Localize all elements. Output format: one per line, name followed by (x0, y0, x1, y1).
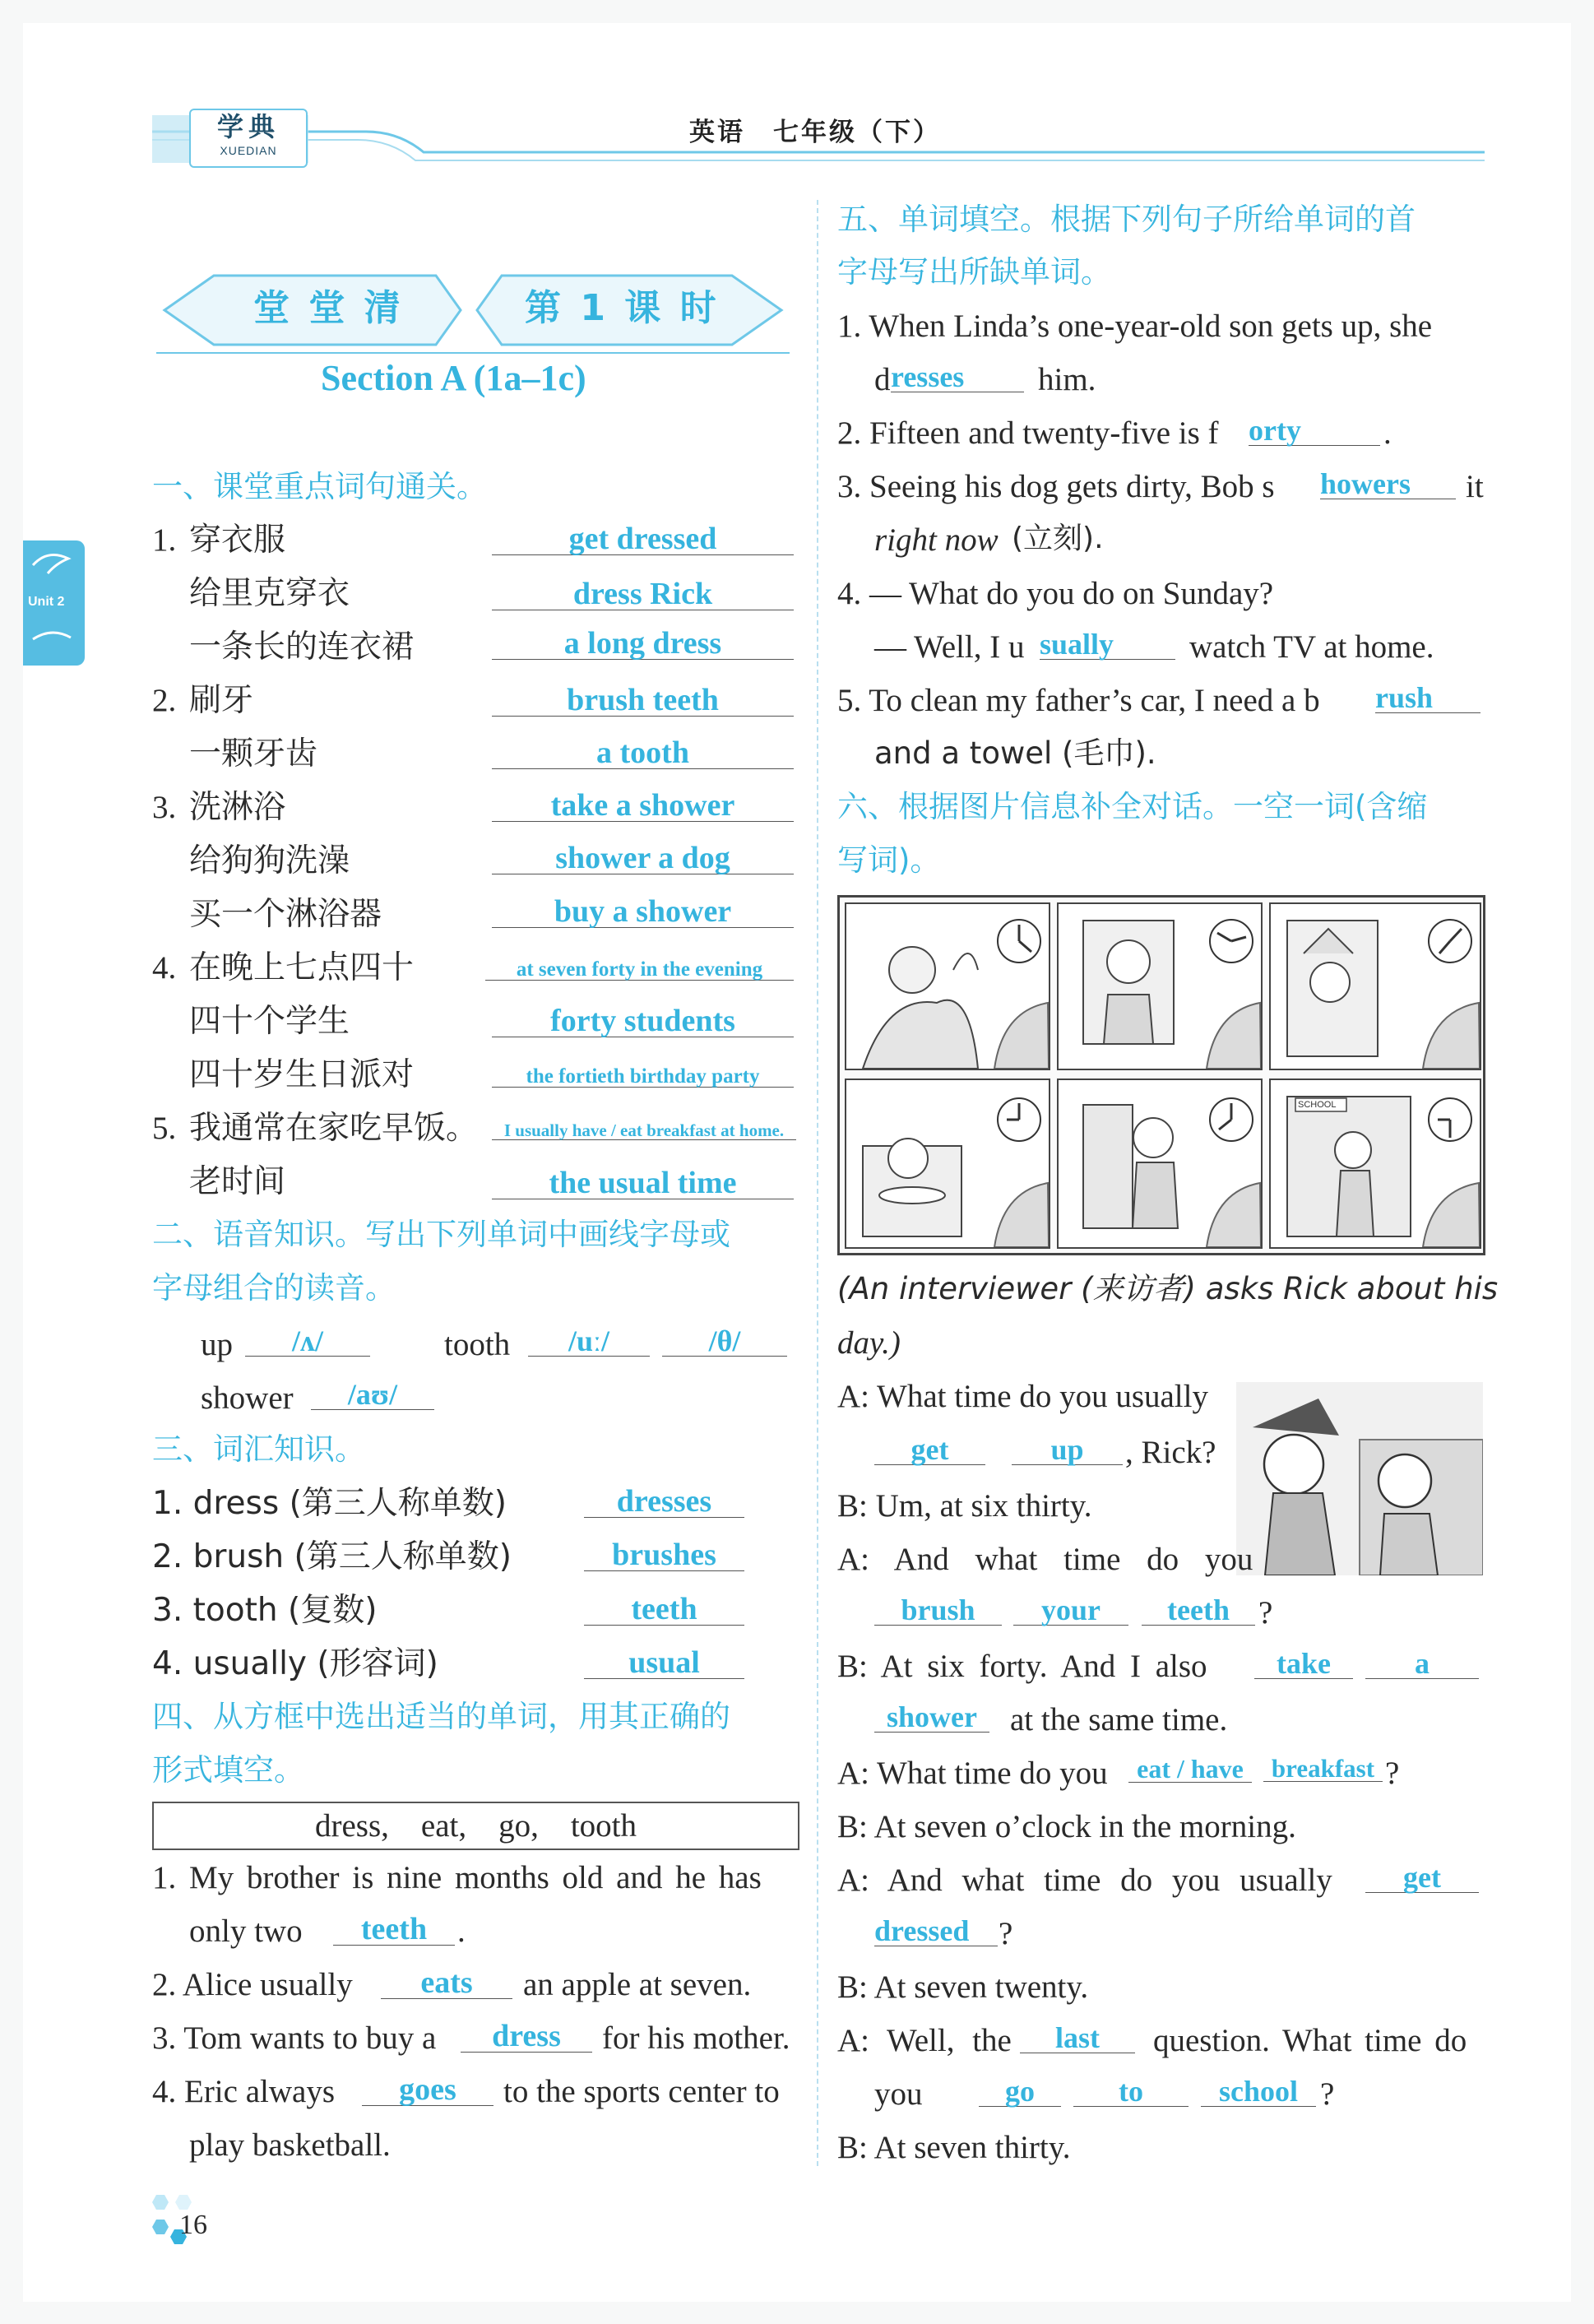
s1-cn: 刷牙 (189, 682, 254, 719)
d8-line: B: At seven twenty. (837, 1969, 1089, 2005)
s1-cn: 一条长的连衣裙 (189, 629, 415, 666)
s4-answer-4: goes (362, 2074, 493, 2106)
s1-answer: the usual time (492, 1167, 794, 1199)
word-box (152, 1802, 799, 1850)
s1-cn: 四十个学生 (189, 1003, 350, 1040)
page-number: 16 (179, 2210, 207, 2240)
s1-cn: 老时间 (189, 1163, 286, 1200)
s3-answer: teeth (584, 1593, 744, 1626)
comic-strip (837, 895, 1485, 1255)
wake-up-illustration (846, 904, 1049, 1069)
d9-you: you (874, 2076, 923, 2112)
banner-title: 堂 堂 清 (253, 287, 404, 329)
d4-line: B: At six forty. And I also (837, 1649, 1207, 1684)
s1-answer: take a shower (492, 790, 794, 822)
s1-cn: 四十岁生日派对 (189, 1056, 415, 1093)
d5-end: ? (1385, 1756, 1400, 1791)
unit-tab-label: Unit 2 (28, 595, 65, 609)
wing-icon (23, 540, 85, 666)
unit-tab (23, 540, 85, 666)
comic-panel-breakfast (845, 1079, 1050, 1249)
s4-answer-1: teeth (333, 1913, 455, 1946)
s1-num: 4. (152, 950, 177, 986)
s5-q4-line1: 4. — What do you do on Sunday? (837, 576, 1274, 611)
s6-heading: 六、根据图片信息补全对话。一空一词(含缩 (837, 789, 1428, 824)
s1-answer: I usually have / eat breakfast at home. (492, 1122, 796, 1140)
s1-num: 5. (152, 1111, 177, 1146)
s2-word-tooth: tooth (444, 1327, 511, 1362)
s4-q2-end: an apple at seven. (523, 1967, 752, 2002)
header-subject: 英语 七年级（下） (689, 118, 941, 147)
section-title: Section A (1a–1c) (321, 358, 586, 398)
d7-answer-dressed: dressed (874, 1916, 998, 1946)
brush-teeth-illustration (1059, 904, 1261, 1069)
s1-cn: 在晚上七点四十 (189, 949, 415, 986)
s1-answer: brush teeth (492, 684, 794, 717)
s1-cn: 买一个淋浴器 (189, 896, 382, 933)
s1-num: 3. (152, 790, 177, 825)
s5-q1-end: him. (1038, 362, 1096, 397)
s4-q1-period: . (457, 1913, 466, 1949)
s4-q2-start: 2. Alice usually (152, 1967, 353, 2002)
s4-answer-2: eats (381, 1967, 512, 1999)
s1-heading: 一、课堂重点词句通关。 (152, 469, 487, 504)
d9-answer-go: go (979, 2076, 1061, 2107)
s4-answer-3: dress (461, 2020, 592, 2053)
comic-panel-school (1269, 1079, 1481, 1249)
d10-line: B: At seven thirty. (837, 2130, 1071, 2165)
d6-line: B: At seven o’clock in the morning. (837, 1809, 1296, 1844)
d3-line: A: And what time do you (837, 1542, 1253, 1577)
s5-q1-line1: 1. When Linda’s one-year-old son gets up, she (837, 308, 1433, 344)
s1-cn: 给狗狗洗澡 (189, 842, 350, 879)
title-banner (156, 267, 790, 354)
s4-q4-end: to the sports center to (503, 2074, 780, 2109)
s4-q4-start: 4. Eric always (152, 2074, 336, 2109)
d3-answer-brush: brush (874, 1595, 1002, 1626)
d3-answer-your: your (1013, 1595, 1128, 1626)
d1-end: , Rick? (1125, 1435, 1216, 1470)
s4-q3-start: 3. Tom wants to buy a (152, 2020, 437, 2056)
s2-word-shower: shower (201, 1380, 294, 1416)
s1-answer: forty students (492, 1005, 794, 1037)
d4-answer-shower: shower (874, 1702, 989, 1733)
s1-answer: a long dress (492, 628, 794, 660)
s3-answer: dresses (584, 1486, 744, 1518)
s4-q3-end: for his mother. (602, 2020, 790, 2056)
get-dressed-illustration (1059, 1080, 1261, 1247)
column-divider (817, 200, 818, 2166)
d5-answer-eat: eat / have (1128, 1756, 1252, 1783)
s1-cn: 给里克穿衣 (189, 575, 350, 612)
s1-cn: 我通常在家吃早饭。 (189, 1110, 479, 1147)
s6-intro-line2: day.) (837, 1325, 901, 1361)
d4-answer-a: a (1365, 1649, 1479, 1679)
shower-illustration (1271, 904, 1480, 1069)
s4-heading-cont: 形式填空。 (152, 1752, 304, 1788)
s3-answer: brushes (584, 1539, 744, 1571)
s6-intro-line1: (An interviewer (来访者) asks Rick about his (837, 1271, 1499, 1306)
breakfast-illustration (846, 1080, 1049, 1247)
s5-q2-start: 2. Fifteen and twenty-five is f (837, 415, 1219, 451)
s3-answer: usual (584, 1647, 744, 1679)
s2-heading-cont: 字母组合的读音。 (152, 1270, 396, 1306)
d9-start: A: Well, the (837, 2023, 1012, 2058)
comic-panel-shower (1269, 902, 1481, 1070)
brand-cn: 学典 (216, 111, 280, 142)
s1-cn: 洗淋浴 (189, 789, 286, 826)
s5-q3-gloss: (立刻). (1012, 522, 1104, 555)
d7-end: ? (999, 1916, 1013, 1951)
brand-en: XUEDIAN (220, 144, 277, 157)
d7-line: A: And what time do you usually (837, 1862, 1332, 1898)
s5-q4-end: watch TV at home. (1189, 629, 1434, 665)
s5-heading-cont: 字母写出所缺单词。 (837, 254, 1111, 290)
s5-q4-line2: — Well, I u (874, 629, 1025, 665)
school-sign: SCHOOL (1298, 1100, 1337, 1110)
s5-q5-line2: and a towel (毛巾). (874, 735, 1156, 771)
s5-heading: 五、单词填空。根据下列句子所给单词的首 (837, 202, 1416, 237)
s1-cn: 一颗牙齿 (189, 735, 318, 772)
s2-word-up: up (201, 1327, 233, 1362)
word-box-words: dress, eat, go, tooth (314, 1808, 637, 1844)
s5-answer-4: sually (1040, 629, 1175, 660)
s2-answer-up: /ʌ/ (245, 1326, 370, 1357)
d4-end: at the same time. (1010, 1702, 1228, 1737)
d9-answer-school: school (1201, 2076, 1316, 2107)
s5-q5-line1: 5. To clean my father’s car, I need a b (837, 683, 1320, 718)
d5-line: A: What time do you (837, 1756, 1108, 1791)
d9-answer-last: last (1020, 2023, 1135, 2053)
comic-panel-wakeup (845, 902, 1050, 1070)
d3-end: ? (1258, 1595, 1273, 1631)
s3-question: 3. tooth (复数) (152, 1592, 378, 1629)
s2-answer-tooth1: /uː/ (528, 1326, 650, 1357)
s1-answer: dress Rick (492, 578, 794, 610)
s5-q3-it: it (1466, 469, 1484, 504)
s5-q2-period: . (1383, 415, 1392, 451)
s5-q3-start: 3. Seeing his dog gets dirty, Bob s (837, 469, 1275, 504)
s3-question: 4. usually (形容词) (152, 1645, 438, 1682)
d9-middle: question. What time do (1153, 2023, 1467, 2058)
s1-num: 2. (152, 683, 177, 718)
s5-answer-1: resses (891, 362, 1024, 392)
s3-question: 2. brush (第三人称单数) (152, 1538, 512, 1575)
d1-line: A: What time do you usually (837, 1379, 1208, 1414)
s4-heading: 四、从方框中选出适当的单词，用其正确的 (152, 1699, 730, 1734)
s1-num: 1. (152, 522, 177, 558)
s5-answer-5: rush (1375, 683, 1480, 713)
s5-answer-3: howers (1320, 469, 1456, 499)
s4-q4-line2: play basketball. (189, 2127, 391, 2163)
interviewer-illustration (1236, 1382, 1483, 1575)
s5-q3-italic: right now (874, 522, 999, 558)
d1-answer-up: up (1012, 1435, 1123, 1465)
d3-answer-teeth: teeth (1142, 1595, 1255, 1626)
s6-heading-cont: 写词)。 (837, 842, 941, 878)
d7-answer-get: get (1365, 1862, 1479, 1893)
s5-answer-2: orty (1249, 415, 1380, 446)
s1-answer: the fortieth birthday party (492, 1066, 794, 1088)
s4-q1-line2: only two (189, 1913, 303, 1949)
interviewer-picture (1236, 1382, 1483, 1575)
s3-heading: 三、词汇知识。 (152, 1431, 365, 1467)
d4-answer-take: take (1254, 1649, 1353, 1679)
d2-line: B: Um, at six thirty. (837, 1488, 1092, 1524)
s1-answer: buy a shower (492, 896, 794, 928)
s1-answer: shower a dog (492, 842, 794, 874)
brand-logo (189, 109, 308, 168)
d9-end: ? (1320, 2076, 1335, 2112)
s5-q1-prefix: d (874, 362, 891, 397)
s1-answer: get dressed (492, 523, 794, 555)
s2-answer-shower: /aʊ/ (311, 1380, 434, 1410)
d5-answer-breakfast: breakfast (1263, 1756, 1383, 1782)
s2-answer-tooth2: /θ/ (662, 1326, 787, 1357)
banner-lesson: 第 1 课 时 (525, 287, 720, 329)
s1-cn: 穿衣服 (189, 522, 286, 559)
d1-answer-get: get (874, 1435, 985, 1465)
d9-answer-to: to (1073, 2076, 1189, 2107)
comic-panel-brush (1057, 902, 1263, 1070)
s1-answer: a tooth (492, 737, 794, 769)
s2-heading: 二、语音知识。写出下列单词中画线字母或 (152, 1217, 730, 1252)
s1-answer: at seven forty in the evening (485, 959, 794, 981)
s3-question: 1. dress (第三人称单数) (152, 1485, 507, 1522)
comic-panel-dressed (1057, 1079, 1263, 1249)
s4-q1-line1: 1. My brother is nine months old and he has (152, 1860, 762, 1895)
